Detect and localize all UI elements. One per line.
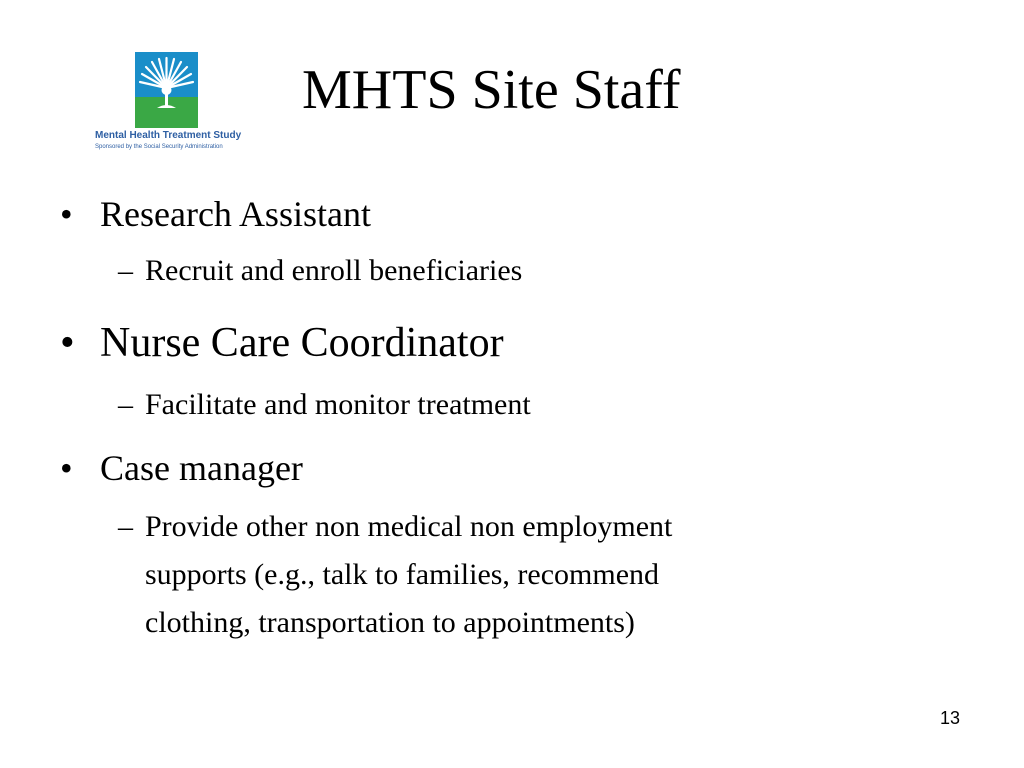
logo-title-text: Mental Health Treatment Study	[95, 130, 242, 141]
bullet-icon: •	[60, 320, 75, 366]
sub-bullet-text-line-1: Provide other non medical non employment	[145, 510, 673, 543]
page-number: 13	[940, 708, 961, 728]
sub-bullet-text-line-3: clothing, transportation to appointments)	[145, 606, 635, 639]
dash-icon: –	[118, 510, 133, 543]
bullet-icon: •	[60, 448, 73, 488]
slide-title: MHTS Site Staff	[302, 59, 681, 121]
bullet-text: Case manager	[100, 448, 303, 488]
logo-subtitle-text: Sponsored by the Social Security Administration	[95, 144, 223, 150]
bullet-text: Research Assistant	[100, 194, 371, 234]
bullet-icon: •	[60, 194, 73, 234]
sub-bullet-text: Facilitate and monitor treatment	[145, 388, 531, 421]
bullet-text: Nurse Care Coordinator	[100, 320, 504, 366]
sub-bullet-text-line-2: supports (e.g., talk to families, recommend	[145, 558, 660, 591]
sub-bullet-text: Recruit and enroll beneficiaries	[145, 254, 523, 287]
dash-icon: –	[118, 388, 133, 421]
dash-icon: –	[118, 254, 133, 287]
